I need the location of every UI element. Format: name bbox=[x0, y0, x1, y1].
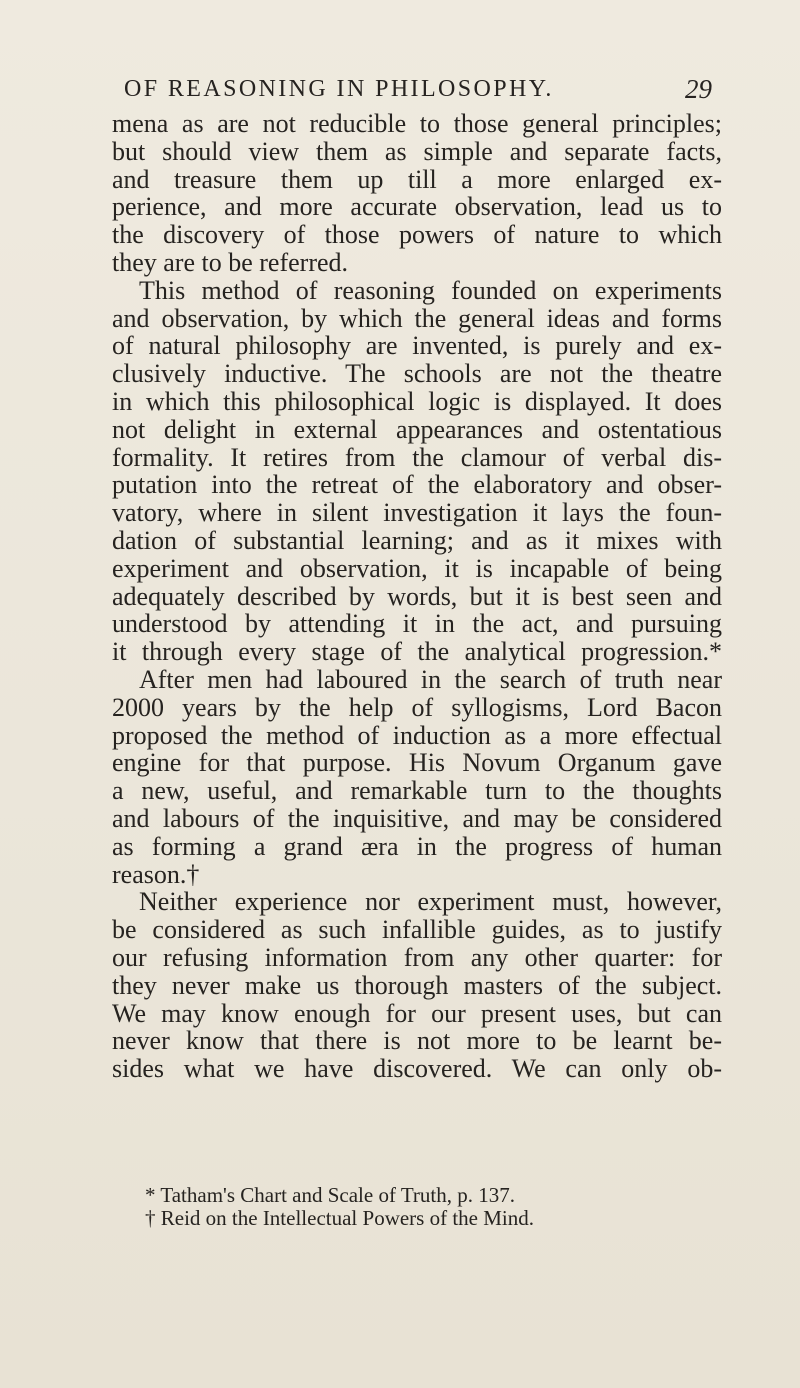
text-line: it through every stage of the analytical progression.* bbox=[112, 637, 722, 667]
text-line: We may know enough for our present uses, but can bbox=[112, 998, 722, 1028]
text-line: of natural philosophy are invented, is purely and ex- bbox=[112, 331, 722, 361]
footnote: * Tatham's Chart and Scale of Truth, p. 137. bbox=[145, 1183, 515, 1207]
page-header bbox=[124, 76, 712, 110]
text-line: clusively inductive. The schools are not the theatre bbox=[112, 359, 722, 389]
text-line: understood by attending it in the act, and pursuing bbox=[112, 609, 722, 639]
text-line: a new, useful, and remarkable turn to the thoughts bbox=[112, 776, 722, 806]
text-line: reason.† bbox=[112, 859, 200, 889]
text-line: formality. It retires from the clamour of verbal dis- bbox=[112, 442, 722, 472]
running-head: OF REASONING IN PHILOSOPHY. bbox=[124, 76, 554, 102]
footnote: † Reid on the Intellectual Powers of the Mind. bbox=[145, 1206, 535, 1230]
text-line: experiment and observation, it is incapable of being bbox=[112, 553, 722, 583]
text-line: vatory, where in silent investigation it lays the foun- bbox=[112, 498, 722, 528]
footnotes bbox=[145, 1184, 725, 1230]
text-line: they are to be referred. bbox=[112, 247, 349, 277]
text-line: as forming a grand æra in the progress of human bbox=[112, 831, 722, 861]
text-line: perience, and more accurate observation, lead us to bbox=[112, 192, 722, 222]
text-line: the discovery of those powers of nature to which bbox=[112, 220, 722, 250]
text-line: and labours of the inquisitive, and may be considered bbox=[112, 803, 722, 833]
text-line: This method of reasoning founded on experiments bbox=[139, 275, 722, 305]
text-line: dation of substantial learning; and as it mixes with bbox=[112, 525, 722, 555]
text-line: they never make us thorough masters of the subject. bbox=[112, 970, 722, 1000]
text-line: and observation, by which the general ideas and forms bbox=[112, 303, 722, 333]
text-line: mena as are not reducible to those general principles; bbox=[112, 109, 722, 138]
text-line: adequately described by words, but it is best seen and bbox=[112, 581, 722, 611]
text-line: Neither experience nor experiment must, however, bbox=[139, 887, 722, 917]
text-line: and treasure them up till a more enlarged ex- bbox=[112, 164, 722, 194]
text-line: putation into the retreat of the elaboratory and obser- bbox=[112, 470, 722, 500]
text-line: After men had laboured in the search of truth near bbox=[139, 664, 722, 694]
text-line: be considered as such infallible guides, as to justify bbox=[112, 915, 722, 945]
text-line: proposed the method of induction as a more effectual bbox=[112, 720, 722, 750]
text-line: not delight in external appearances and ostentatious bbox=[112, 414, 722, 444]
body-text bbox=[112, 110, 722, 1083]
text-line: sides what we have discovered. We can only ob- bbox=[112, 1054, 722, 1084]
text-line: 2000 years by the help of syllogisms, Lord Bacon bbox=[112, 692, 722, 722]
text-line: engine for that purpose. His Novum Organum gave bbox=[112, 748, 722, 778]
page-number: 29 bbox=[685, 74, 712, 104]
text-line: never know that there is not more to be learnt be- bbox=[112, 1026, 722, 1056]
text-line: in which this philosophical logic is displayed. It does bbox=[112, 386, 722, 416]
text-line: our refusing information from any other quarter: for bbox=[112, 942, 722, 972]
text-line: but should view them as simple and separate facts, bbox=[112, 136, 722, 166]
